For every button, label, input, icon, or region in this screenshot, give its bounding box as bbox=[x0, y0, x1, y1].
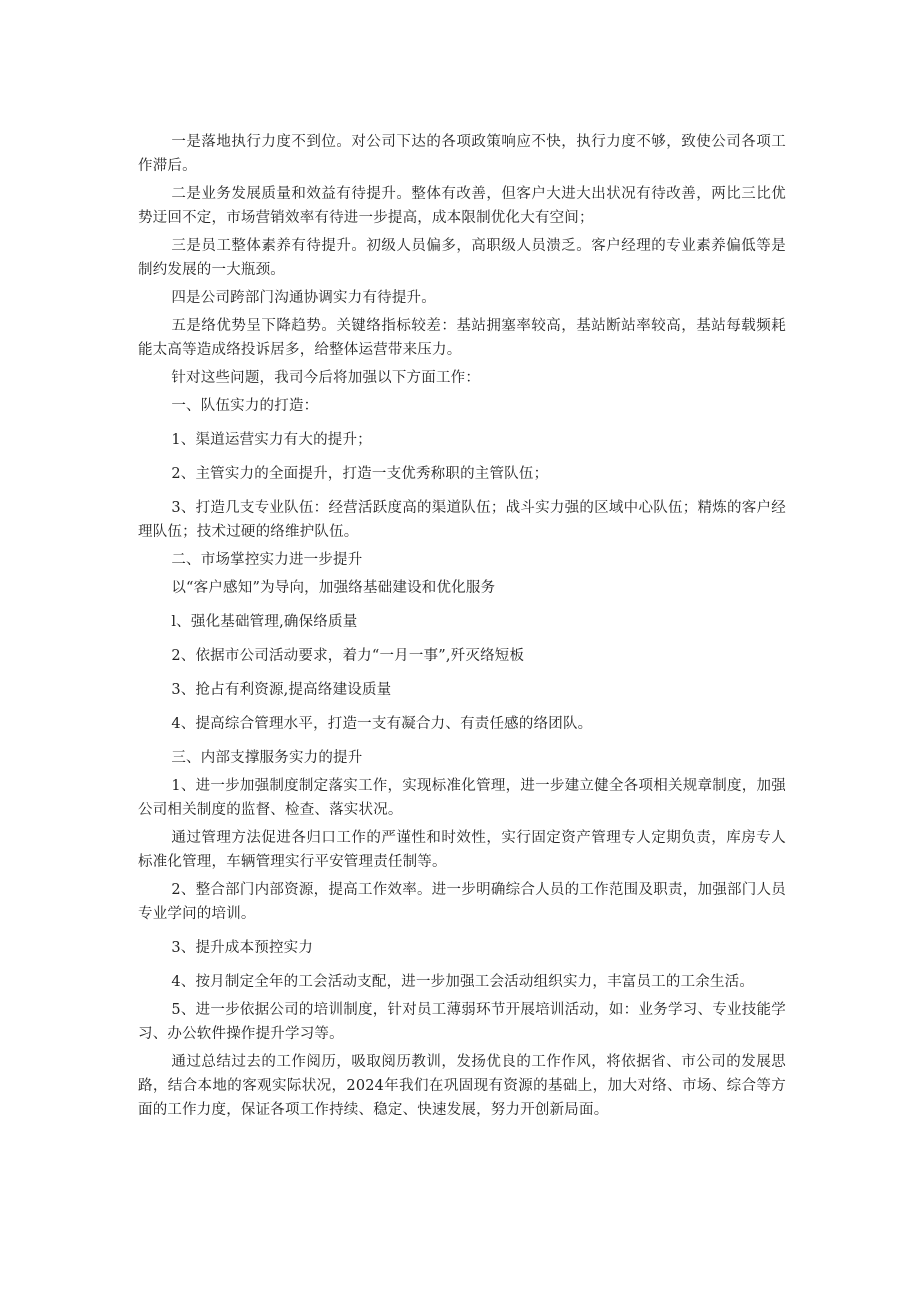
list-item-team-3: 3、打造几支专业队伍：经营活跃度高的渠道队伍；战斗实力强的区域中心队伍；精炼的客户经理队伍；技术过硬的络维护队伍。 bbox=[138, 500, 786, 540]
paragraph-support-detail: 通过管理方法促进各归口工作的严谨性和时效性，实行固定资产管理专人定期负责，库房专人标准化管理，车辆管理实行平安管理责任制等。 bbox=[138, 830, 786, 870]
paragraph-conclusion: 通过总结过去的工作阅历，吸取阅历教训，发扬优良的工作作风，将依据省、市公司的发展思路，结合本地的客观实际状况，2024年我们在巩固现有资源的基础上，加大对络、市场、综合等方面的工作力度，保证各项工作持续、稳定、快速发展，努力开创新局面。 bbox=[138, 1054, 786, 1118]
list-item-team-1: 1、渠道运营实力有大的提升； bbox=[171, 432, 372, 448]
paragraph-problem-5: 五是络优势呈下降趋势。关键络指标较差：基站拥塞率较高，基站断站率较高，基站每载频耗能太高等造成络投诉居多，给整体运营带来压力。 bbox=[138, 318, 786, 358]
section-heading-support: 三、内部支撑服务实力的提升 bbox=[171, 750, 363, 766]
list-item-support-4: 4、按月制定全年的工会活动支配，进一步加强工会活动组织实力，丰富员工的工余生活。 bbox=[171, 974, 755, 990]
section-heading-market: 二、市场掌控实力进一步提升 bbox=[171, 552, 363, 568]
list-item-support-5: 5、进一步依据公司的培训制度，针对员工薄弱环节开展培训活动，如：业务学习、专业技能学习、办公软件操作提升学习等。 bbox=[138, 1002, 786, 1042]
list-item-support-3: 3、提升成本预控实力 bbox=[171, 940, 314, 956]
list-item-team-2: 2、主管实力的全面提升，打造一支优秀称职的主管队伍； bbox=[171, 466, 549, 482]
document-body bbox=[138, 130, 786, 1122]
section-heading-team: 一、队伍实力的打造： bbox=[171, 398, 319, 414]
paragraph-plan-intro: 针对这些问题，我司今后将加强以下方面工作： bbox=[171, 370, 481, 386]
list-item-market-3: 3、抢占有利资源,提高络建设质量 bbox=[171, 682, 392, 698]
list-item-market-4: 4、提高综合管理水平，打造一支有凝合力、有责任感的络团队。 bbox=[171, 716, 593, 732]
paragraph-market-intro: 以“客户感知”为导向，加强络基础建设和优化服务 bbox=[171, 580, 496, 596]
paragraph-problem-3: 三是员工整体素养有待提升。初级人员偏多，高职级人员溃乏。客户经理的专业素养偏低等是制约发展的一大瓶颈。 bbox=[138, 238, 786, 278]
paragraph-problem-2: 二是业务发展质量和效益有待提升。整体有改善，但客户大进大出状况有待改善，两比三比优势迂回不定，市场营销效率有待进一步提高，成本限制优化大有空间； bbox=[138, 186, 786, 226]
paragraph-problem-1: 一是落地执行力度不到位。对公司下达的各项政策响应不快，执行力度不够，致使公司各项工作滞后。 bbox=[138, 134, 786, 174]
list-item-market-2: 2、依据市公司活动要求，着力“一月一事”,歼灭络短板 bbox=[171, 648, 525, 664]
list-item-support-2: 2、整合部门内部资源，提高工作效率。进一步明确综合人员的工作范围及职责，加强部门人员专业学问的培训。 bbox=[138, 882, 786, 922]
list-item-support-1: 1、进一步加强制度制定落实工作，实现标准化管理，进一步建立健全各项相关规章制度，加强公司相关制度的监督、检查、落实状况。 bbox=[138, 778, 786, 818]
list-item-market-1: l、强化基础管理,确保络质量 bbox=[171, 614, 358, 630]
paragraph-problem-4: 四是公司跨部门沟通协调实力有待提升。 bbox=[171, 290, 436, 306]
